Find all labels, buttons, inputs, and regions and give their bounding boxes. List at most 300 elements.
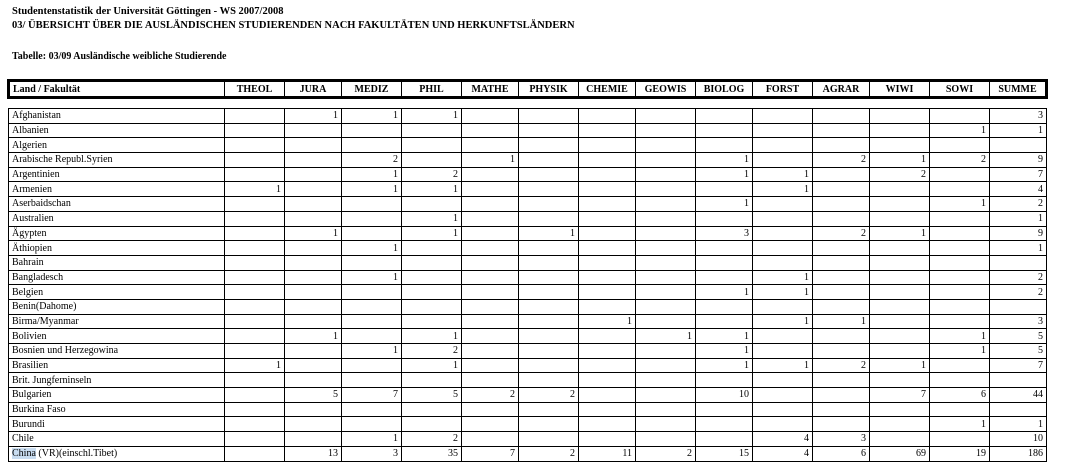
value-cell [285, 211, 342, 226]
value-cell: 2 [342, 153, 402, 168]
value-cell: 1 [753, 358, 813, 373]
value-cell [225, 344, 285, 359]
value-cell [342, 358, 402, 373]
value-cell [342, 138, 402, 153]
table-row [9, 138, 1047, 153]
table-row [9, 167, 1047, 182]
value-cell [342, 329, 402, 344]
country-cell: Argentinien [9, 167, 225, 182]
value-cell [696, 211, 753, 226]
value-cell [579, 402, 636, 417]
value-cell: 19 [930, 446, 990, 461]
value-cell: 2 [402, 344, 462, 359]
table-row [9, 432, 1047, 447]
value-cell [636, 153, 696, 168]
value-cell [990, 373, 1047, 388]
value-cell [579, 211, 636, 226]
table-row [9, 123, 1047, 138]
value-cell [579, 344, 636, 359]
value-cell: 6 [813, 446, 870, 461]
value-cell [402, 402, 462, 417]
value-cell [636, 299, 696, 314]
value-cell [285, 373, 342, 388]
value-cell [519, 344, 579, 359]
value-cell: 1 [402, 226, 462, 241]
value-cell [579, 373, 636, 388]
value-cell: 1 [870, 153, 930, 168]
value-cell: 1 [519, 226, 579, 241]
value-cell: 1 [990, 417, 1047, 432]
value-cell: 11 [579, 446, 636, 461]
value-cell [225, 299, 285, 314]
value-cell: 1 [930, 329, 990, 344]
value-cell [696, 109, 753, 124]
value-cell: 7 [462, 446, 519, 461]
value-cell: 1 [225, 358, 285, 373]
value-cell [462, 138, 519, 153]
value-cell [579, 255, 636, 270]
column-header-sowi: SOWI [930, 81, 990, 98]
value-cell [870, 285, 930, 300]
value-cell [519, 358, 579, 373]
value-cell: 10 [990, 432, 1047, 447]
value-cell [285, 167, 342, 182]
value-cell [636, 432, 696, 447]
value-cell: 1 [342, 344, 402, 359]
value-cell: 1 [930, 197, 990, 212]
value-cell [402, 417, 462, 432]
value-cell [579, 285, 636, 300]
column-header-mathe: MATHE [462, 81, 519, 98]
value-cell [930, 402, 990, 417]
value-cell [636, 270, 696, 285]
value-cell [636, 255, 696, 270]
value-cell [636, 197, 696, 212]
value-cell [813, 344, 870, 359]
report-title: Studentenstatistik der Universität Göttingen - WS 2007/2008 [12, 6, 284, 17]
value-cell [870, 432, 930, 447]
column-header-geowis: GEOWIS [636, 81, 696, 98]
country-cell: Brit. Jungferninseln [9, 373, 225, 388]
selected-text: China [12, 448, 36, 460]
column-header-mediz: MEDIZ [342, 81, 402, 98]
value-cell [930, 182, 990, 197]
value-cell: 1 [753, 167, 813, 182]
value-cell: 7 [990, 358, 1047, 373]
value-cell: 1 [696, 167, 753, 182]
value-cell [753, 211, 813, 226]
value-cell [342, 211, 402, 226]
value-cell [285, 314, 342, 329]
value-cell [753, 255, 813, 270]
value-cell [462, 226, 519, 241]
value-cell: 1 [579, 314, 636, 329]
table-row [9, 241, 1047, 256]
value-cell [285, 270, 342, 285]
value-cell [402, 241, 462, 256]
value-cell [342, 123, 402, 138]
value-cell: 13 [285, 446, 342, 461]
value-cell [870, 373, 930, 388]
value-cell [579, 329, 636, 344]
value-cell: 7 [342, 388, 402, 403]
value-cell [696, 432, 753, 447]
country-cell: Aserbaidschan [9, 197, 225, 212]
value-cell: 4 [753, 432, 813, 447]
value-cell [462, 109, 519, 124]
value-cell: 9 [990, 226, 1047, 241]
value-cell [870, 270, 930, 285]
value-cell [990, 402, 1047, 417]
value-cell [402, 153, 462, 168]
value-cell [285, 344, 342, 359]
value-cell [870, 138, 930, 153]
value-cell [579, 182, 636, 197]
value-cell [579, 153, 636, 168]
value-cell [870, 211, 930, 226]
table-row [9, 211, 1047, 226]
table-row [9, 329, 1047, 344]
value-cell [813, 417, 870, 432]
value-cell: 1 [930, 344, 990, 359]
header-row [9, 81, 1047, 98]
table-row [9, 446, 1047, 461]
value-cell [813, 299, 870, 314]
value-cell [462, 417, 519, 432]
value-cell: 1 [870, 226, 930, 241]
value-cell [225, 241, 285, 256]
value-cell [519, 109, 579, 124]
value-cell: 4 [990, 182, 1047, 197]
column-header-biolog: BIOLOG [696, 81, 753, 98]
value-cell [342, 197, 402, 212]
value-cell: 2 [930, 153, 990, 168]
value-cell [285, 182, 342, 197]
value-cell: 3 [696, 226, 753, 241]
table-row [9, 285, 1047, 300]
country-name-rest: (VR)(einschl.Tibet) [35, 448, 118, 460]
value-cell [519, 197, 579, 212]
value-cell [579, 167, 636, 182]
value-cell [579, 226, 636, 241]
value-cell [342, 255, 402, 270]
value-cell [462, 314, 519, 329]
country-cell: Birma/Myanmar [9, 314, 225, 329]
value-cell [696, 314, 753, 329]
value-cell: 2 [402, 432, 462, 447]
value-cell: 2 [813, 226, 870, 241]
value-cell [285, 299, 342, 314]
value-cell [870, 123, 930, 138]
value-cell: 44 [990, 388, 1047, 403]
value-cell [813, 123, 870, 138]
value-cell [930, 432, 990, 447]
value-cell [462, 197, 519, 212]
value-cell [753, 138, 813, 153]
value-cell [930, 109, 990, 124]
value-cell [519, 241, 579, 256]
table-row [9, 417, 1047, 432]
value-cell: 1 [696, 153, 753, 168]
value-cell [402, 285, 462, 300]
value-cell [696, 402, 753, 417]
value-cell [579, 241, 636, 256]
value-cell [579, 299, 636, 314]
value-cell [813, 197, 870, 212]
value-cell [402, 138, 462, 153]
value-cell [519, 167, 579, 182]
value-cell [636, 402, 696, 417]
value-cell [285, 153, 342, 168]
value-cell [636, 358, 696, 373]
value-cell [930, 255, 990, 270]
value-cell [870, 197, 930, 212]
value-cell: 1 [696, 197, 753, 212]
value-cell [870, 182, 930, 197]
table-caption: Tabelle: 03/09 Ausländische weibliche Studierende [12, 51, 227, 62]
value-cell: 1 [696, 344, 753, 359]
table-row [9, 255, 1047, 270]
value-cell [225, 446, 285, 461]
value-cell [579, 138, 636, 153]
value-cell: 1 [342, 182, 402, 197]
country-cell: Bolivien [9, 329, 225, 344]
value-cell [753, 417, 813, 432]
table-row [9, 182, 1047, 197]
value-cell [462, 402, 519, 417]
value-cell [225, 226, 285, 241]
column-header-phil: PHIL [402, 81, 462, 98]
value-cell [636, 285, 696, 300]
value-cell [579, 417, 636, 432]
column-header-land: Land / Fakultät [9, 81, 225, 98]
value-cell [870, 299, 930, 314]
country-cell: Arabische Republ.Syrien [9, 153, 225, 168]
table-row [9, 388, 1047, 403]
column-header-jura: JURA [285, 81, 342, 98]
value-cell [285, 241, 342, 256]
value-cell [285, 197, 342, 212]
value-cell [225, 285, 285, 300]
value-cell [636, 344, 696, 359]
value-cell [696, 299, 753, 314]
value-cell [285, 402, 342, 417]
value-cell: 1 [930, 417, 990, 432]
value-cell [225, 109, 285, 124]
country-cell: Äthiopien [9, 241, 225, 256]
value-cell [285, 138, 342, 153]
value-cell [519, 255, 579, 270]
value-cell [225, 314, 285, 329]
value-cell [930, 241, 990, 256]
value-cell [225, 388, 285, 403]
value-cell [870, 329, 930, 344]
value-cell: 3 [342, 446, 402, 461]
value-cell [402, 270, 462, 285]
value-cell: 1 [285, 226, 342, 241]
value-cell [519, 432, 579, 447]
value-cell [225, 211, 285, 226]
value-cell [285, 255, 342, 270]
value-cell [696, 138, 753, 153]
value-cell [813, 329, 870, 344]
value-cell [696, 182, 753, 197]
table-row [9, 109, 1047, 124]
value-cell: 1 [813, 314, 870, 329]
value-cell [753, 153, 813, 168]
value-cell [225, 373, 285, 388]
value-cell [870, 417, 930, 432]
value-cell [519, 417, 579, 432]
value-cell [696, 270, 753, 285]
value-cell [225, 167, 285, 182]
value-cell [930, 138, 990, 153]
value-cell: 1 [753, 285, 813, 300]
value-cell: 1 [342, 167, 402, 182]
value-cell [636, 138, 696, 153]
table-row [9, 358, 1047, 373]
value-cell [225, 432, 285, 447]
value-cell [462, 432, 519, 447]
value-cell [636, 226, 696, 241]
value-cell [462, 285, 519, 300]
country-cell: Albanien [9, 123, 225, 138]
value-cell [402, 373, 462, 388]
value-cell [636, 182, 696, 197]
value-cell [990, 255, 1047, 270]
value-cell: 69 [870, 446, 930, 461]
value-cell: 1 [696, 329, 753, 344]
value-cell [342, 226, 402, 241]
value-cell [462, 241, 519, 256]
value-cell [225, 153, 285, 168]
table-row [9, 344, 1047, 359]
value-cell [753, 123, 813, 138]
value-cell [225, 417, 285, 432]
value-cell: 1 [402, 329, 462, 344]
value-cell [579, 388, 636, 403]
value-cell: 1 [990, 211, 1047, 226]
value-cell [225, 138, 285, 153]
value-cell [930, 226, 990, 241]
value-cell [636, 167, 696, 182]
value-cell: 2 [990, 270, 1047, 285]
value-cell: 1 [462, 153, 519, 168]
value-cell [285, 417, 342, 432]
report-subtitle: 03/ ÜBERSICHT ÜBER DIE AUSLÄNDISCHEN STUDIERENDEN NACH FAKULTÄTEN UND HERKUNFTSLÄNDERN [12, 20, 575, 31]
country-cell: Ägypten [9, 226, 225, 241]
column-header-wiwi: WIWI [870, 81, 930, 98]
country-cell: Australien [9, 211, 225, 226]
value-cell: 186 [990, 446, 1047, 461]
value-cell [519, 299, 579, 314]
value-cell [813, 182, 870, 197]
value-cell: 2 [870, 167, 930, 182]
value-cell: 10 [696, 388, 753, 403]
value-cell: 5 [990, 344, 1047, 359]
column-header-theol: THEOL [225, 81, 285, 98]
value-cell: 1 [990, 123, 1047, 138]
value-cell [930, 270, 990, 285]
country-cell: Afghanistan [9, 109, 225, 124]
country-cell: Burkina Faso [9, 402, 225, 417]
country-cell [9, 446, 225, 461]
value-cell [225, 123, 285, 138]
value-cell [753, 329, 813, 344]
value-cell [519, 285, 579, 300]
value-cell [870, 402, 930, 417]
value-cell [753, 241, 813, 256]
value-cell: 5 [990, 329, 1047, 344]
value-cell [342, 373, 402, 388]
value-cell [696, 241, 753, 256]
value-cell [519, 314, 579, 329]
value-cell [462, 358, 519, 373]
value-cell [636, 388, 696, 403]
value-cell: 1 [225, 182, 285, 197]
country-cell: Bahrain [9, 255, 225, 270]
value-cell [813, 167, 870, 182]
value-cell: 2 [519, 446, 579, 461]
table-body [9, 98, 1047, 462]
value-cell [462, 344, 519, 359]
value-cell [462, 123, 519, 138]
value-cell [753, 226, 813, 241]
value-cell [636, 314, 696, 329]
value-cell [342, 285, 402, 300]
value-cell [402, 255, 462, 270]
value-cell [285, 285, 342, 300]
value-cell: 1 [636, 329, 696, 344]
value-cell [813, 211, 870, 226]
value-cell: 1 [342, 432, 402, 447]
value-cell: 1 [285, 329, 342, 344]
country-cell: Bulgarien [9, 388, 225, 403]
value-cell [930, 314, 990, 329]
value-cell [579, 123, 636, 138]
country-cell: Chile [9, 432, 225, 447]
value-cell: 35 [402, 446, 462, 461]
value-cell [813, 138, 870, 153]
country-cell: Bangladesch [9, 270, 225, 285]
value-cell [813, 255, 870, 270]
value-cell [225, 270, 285, 285]
value-cell [519, 329, 579, 344]
value-cell [813, 270, 870, 285]
column-header-agrar: AGRAR [813, 81, 870, 98]
value-cell [519, 182, 579, 197]
value-cell: 2 [813, 153, 870, 168]
value-cell [930, 211, 990, 226]
column-header-chemie: CHEMIE [579, 81, 636, 98]
value-cell: 1 [342, 241, 402, 256]
value-cell [636, 123, 696, 138]
value-cell [342, 299, 402, 314]
table-row [9, 373, 1047, 388]
value-cell: 1 [753, 182, 813, 197]
country-cell: Armenien [9, 182, 225, 197]
table-row [9, 402, 1047, 417]
value-cell [636, 241, 696, 256]
value-cell [519, 153, 579, 168]
value-cell [930, 358, 990, 373]
value-cell [462, 373, 519, 388]
value-cell [402, 299, 462, 314]
value-cell [930, 299, 990, 314]
value-cell [342, 402, 402, 417]
country-cell: Burundi [9, 417, 225, 432]
value-cell: 1 [753, 270, 813, 285]
